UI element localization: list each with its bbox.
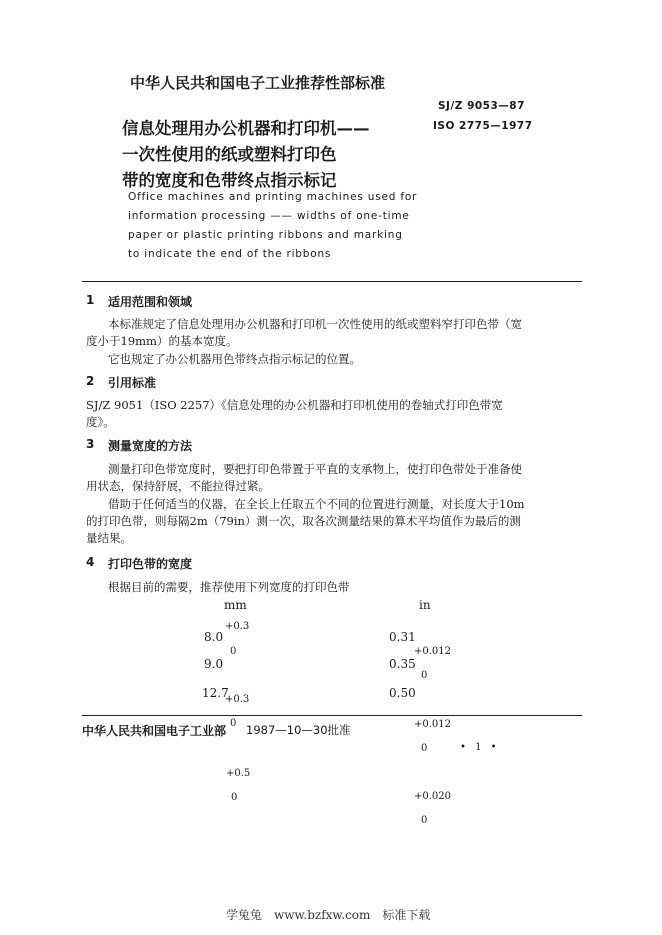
table-row-3-mm-upper: +0.5	[226, 768, 251, 779]
section-4-number: 4	[86, 555, 95, 569]
section-3-number: 3	[86, 437, 95, 451]
title-en-line-2: information processing —— widths of one-time	[128, 210, 410, 222]
table-row-3-mm: 12.7	[202, 686, 229, 700]
table-row-3-in-upper: +0.020	[414, 791, 452, 802]
table-row-3-mm-lower: 0	[231, 792, 238, 803]
section-1-para-2-line-1: 它也规定了办公机器用色带终点指示标记的位置。	[108, 352, 361, 366]
table-row-2-mm: 9.0	[204, 657, 224, 671]
table-col-mm: mm	[224, 598, 247, 612]
table-row-1-in-lower: 0	[421, 670, 428, 681]
section-4-heading: 打印色带的宽度	[108, 557, 193, 571]
standard-code-iso: ISO 2775—1977	[433, 120, 533, 132]
table-row-1-in: 0.31	[389, 630, 416, 644]
table-row-2-in-upper: +0.012	[414, 719, 452, 730]
table-row-2-in: 0.35	[389, 657, 416, 671]
title-en-line-3: paper or plastic printing ribbons and marking	[128, 229, 403, 241]
footer-divider	[82, 715, 582, 716]
title-en-line-1: Office machines and printing machines used for	[128, 191, 418, 203]
watermark-footer: 学兔兔 www.bzfxw.com 标准下载	[226, 908, 431, 922]
section-3-para-1-line-1: 测量打印色带宽度时，要把打印色带置于平直的支承物上，使打印色带处于准备使	[108, 462, 522, 476]
section-1-para-1-line-1: 本标准规定了信息处理用办公机器和打印机一次性使用的纸或塑料窄打印色带（宽	[108, 317, 522, 331]
table-row-2-mm-upper: +0.3	[225, 694, 250, 705]
publisher-line: 中华人民共和国电子工业推荐性部标准	[130, 74, 386, 92]
table-row-1-mm-upper: +0.3	[225, 621, 250, 632]
section-3-heading: 测量宽度的方法	[108, 439, 193, 453]
approval-org: 中华人民共和国电子工业部	[82, 724, 227, 738]
section-2-para-1-line-1: SJ/Z 9051（ISO 2257）《信息处理的办公机器和打印机使用的卷轴式打印色带宽	[86, 398, 503, 412]
header-divider	[82, 281, 582, 282]
section-2-heading: 引用标准	[108, 376, 157, 390]
title-cn-line-3: 带的宽度和色带终点指示标记	[122, 171, 337, 190]
approval-date: 1987—10—30批准	[246, 723, 351, 737]
section-1-number: 1	[86, 293, 95, 307]
table-row-1-in-upper: +0.012	[414, 646, 452, 657]
section-1-para-1-line-2: 度小于19mm）的基本宽度。	[86, 334, 238, 348]
section-2-para-1-line-2: 度》。	[86, 415, 115, 429]
table-row-2-mm-lower: 0	[230, 718, 237, 729]
table-col-in: in	[419, 598, 431, 612]
page-number: • 1 •	[460, 742, 500, 753]
title-en-line-4: to indicate the end of the ribbons	[128, 248, 332, 260]
table-row-3-in-lower: 0	[421, 815, 428, 826]
section-4-para-1-line-1: 根据目前的需要，推荐使用下列宽度的打印色带	[108, 580, 350, 594]
title-cn-line-1: 信息处理用办公机器和打印机——	[122, 119, 370, 138]
table-row-3-in: 0.50	[389, 686, 416, 700]
section-2-number: 2	[86, 374, 95, 388]
table-row-1-mm: 8.0	[204, 630, 224, 644]
section-3-para-2-line-2: 的打印色带，则每隔2m（79in）测一次，取各次测量结果的算术平均值作为最后的测	[86, 514, 521, 528]
section-3-para-2-line-1: 借助于任何适当的仪器，在全长上任取五个不同的位置进行测量，对长度大于10m	[108, 497, 525, 511]
table-row-1-mm-lower: 0	[230, 646, 237, 657]
section-3-para-1-line-2: 用状态，保持舒展，不能拉得过紧。	[86, 479, 270, 493]
section-3-para-2-line-3: 量结果。	[86, 531, 132, 545]
section-1-heading: 适用范围和领域	[108, 295, 193, 309]
table-row-2-in-lower: 0	[421, 743, 428, 754]
title-cn-line-2: 一次性使用的纸或塑料打印色	[122, 145, 337, 164]
standard-code-sj: SJ/Z 9053—87	[438, 100, 525, 112]
